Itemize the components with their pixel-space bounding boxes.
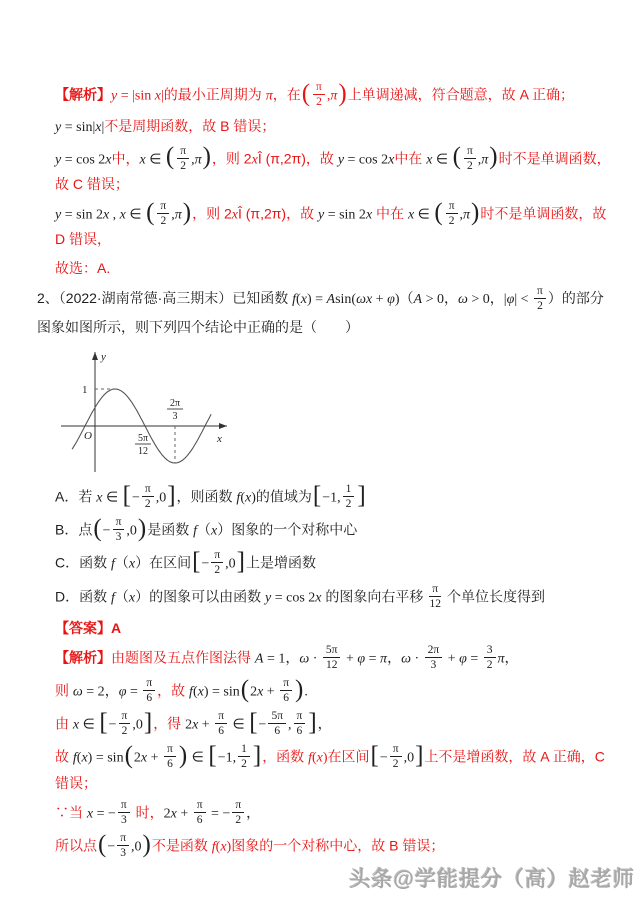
text-run: A [254, 651, 264, 667]
text-run: 则 [55, 682, 73, 699]
text-run: φ [459, 651, 467, 667]
y-axis-label: y [101, 351, 106, 364]
text-run: x [231, 207, 238, 223]
text-run: ,0 [155, 490, 167, 506]
text-run: ，则 2 [192, 205, 232, 222]
fraction: $\frac{\pi}{2}$ [211, 549, 223, 576]
text-run: − [108, 717, 117, 733]
text-run: sin( [335, 291, 357, 307]
bracket: ) [471, 198, 480, 226]
text-run: · [410, 651, 423, 667]
x-axis-arrow [219, 423, 227, 429]
text-run: x [119, 207, 126, 223]
question-2-stem [37, 285, 617, 340]
text-run: ∈ [79, 717, 99, 733]
text-run: 时， [131, 804, 164, 821]
text-run: = cos 2 [271, 589, 316, 605]
text-run: φ [506, 291, 515, 307]
text-run: π [265, 88, 273, 104]
text-run: x [81, 750, 88, 766]
text-run: = − [207, 806, 231, 822]
text-run: , [191, 151, 195, 167]
text-run: − [258, 717, 267, 733]
text-run: x [197, 684, 204, 700]
text-run: ( [215, 839, 221, 855]
text-run: x [244, 490, 252, 506]
text-run: x [154, 88, 161, 104]
fraction: $\frac{5\pi}{6}$ [268, 710, 286, 737]
text-run: − [201, 556, 210, 572]
text-run: ω [299, 651, 310, 667]
text-run: Î (π,2π)，故 [257, 149, 338, 166]
bracket: ) [338, 79, 347, 107]
text-run: f [236, 490, 241, 506]
text-run: ， [285, 649, 300, 666]
text-run: f [72, 750, 77, 766]
text-run: f [308, 750, 312, 766]
bracket: ( [93, 514, 102, 542]
text-run: 是函数 [147, 521, 194, 538]
text-run: （ [114, 554, 129, 571]
text-run: , [171, 207, 175, 223]
text-run: B．点 [55, 521, 93, 538]
fraction: $\frac{\pi}{2}$ [446, 200, 458, 227]
text-run: 的图象向右平移 [321, 587, 428, 604]
text-run: x [300, 291, 307, 307]
text-run: = cos 2 [61, 151, 106, 167]
text-run: ， [317, 715, 332, 732]
bracket: ( [124, 741, 133, 769]
text-run: , [459, 207, 463, 223]
bracket: ] [167, 481, 176, 509]
text-run: π [497, 651, 505, 667]
text-run: = [365, 651, 381, 667]
bracket: ) [178, 741, 188, 769]
fraction: $\frac{\pi}{2}$ [464, 145, 476, 172]
analysis-q2-line-2 [55, 675, 617, 705]
analysis-q1-line-c [55, 143, 617, 196]
text-run: . [304, 684, 308, 700]
text-run: − [107, 839, 116, 855]
fraction: $\frac{\pi}{6}$ [294, 710, 306, 737]
bracket: [ [208, 741, 217, 769]
text-run: ( [296, 291, 301, 307]
text-run: A [413, 291, 423, 307]
bracket: [ [249, 708, 258, 736]
text-run: x [365, 207, 373, 223]
text-run: C．函数 [55, 554, 111, 571]
analysis-q1-line-b [55, 115, 617, 139]
text-run: 的最小正周期为 [163, 86, 266, 103]
text-run: x [95, 120, 102, 136]
bracket: ) [137, 514, 147, 542]
text-run: , [326, 88, 331, 104]
analysis-q2-line-1 [55, 645, 617, 672]
text-run: φ [357, 651, 366, 667]
text-run: π [380, 651, 388, 667]
text-run: π [194, 151, 202, 167]
text-run: , [288, 717, 292, 733]
text-run: + [342, 651, 358, 667]
text-run: f [111, 589, 115, 605]
fraction: $\frac{\pi}{2}$ [390, 743, 402, 770]
text-run: −1, [217, 750, 237, 766]
text-run: ( [76, 750, 82, 766]
text-run: x [128, 556, 136, 572]
text-run: = [466, 651, 482, 667]
y-axis-arrow [92, 352, 98, 360]
text-run: x [426, 151, 433, 167]
text-run: ( [311, 750, 317, 766]
fraction: $\frac{\pi}{2}$ [142, 483, 154, 510]
text-run: ,0 [132, 717, 143, 733]
text-run: x [102, 207, 110, 223]
fraction: $\frac{\pi}{3}$ [118, 799, 130, 826]
text-run: f [111, 556, 115, 572]
option-d [55, 584, 617, 611]
text-run: 2、（2022·湖南常德·高三期末）已知函数 [37, 289, 293, 306]
text-run: x [251, 151, 258, 167]
fraction: $\frac{\pi}{2}$ [157, 200, 169, 227]
text-run: ) = sin [87, 750, 124, 766]
analysis-q2-line-5 [55, 800, 617, 827]
text-run: = [126, 684, 142, 700]
text-run: ) [322, 750, 328, 766]
bracket: ( [146, 198, 155, 226]
text-run: ，在 [272, 86, 301, 103]
fraction: $\frac{3}{2}$ [484, 644, 496, 671]
text-run: x [316, 750, 323, 766]
text-run: ( [192, 684, 198, 700]
fraction: $\frac{\pi}{3}$ [117, 832, 129, 859]
text-run: = sin| [61, 120, 96, 136]
watermark-text: 头条@学能提分（高）赵老师 [349, 868, 635, 891]
text-run: 图象的一个对称中心，故 B 错误； [231, 837, 445, 854]
text-run: 由 [55, 715, 73, 732]
text-run: A [326, 291, 336, 307]
text-run: y [55, 120, 62, 136]
text-run: 中， [111, 149, 140, 166]
text-run: ω [72, 684, 83, 700]
text-run: ,0 [403, 750, 415, 766]
text-run: 上单调递减，符合题意，故 A 正确； [347, 86, 575, 103]
bracket: ( [165, 143, 175, 171]
text-run: − [131, 490, 140, 506]
text-run: （ [399, 289, 414, 306]
fraction: $\frac{\pi}{2}$ [534, 285, 546, 312]
text-run: x [407, 207, 415, 223]
bracket: ] [415, 741, 424, 769]
text-run: φ [387, 291, 395, 307]
fraction: $\frac{\pi}{2}$ [119, 710, 131, 737]
text-run: | [503, 291, 507, 307]
text-run: = |sin [117, 88, 155, 104]
bracket: ( [452, 143, 461, 171]
fraction: $\frac{1}{2}$ [238, 743, 250, 770]
fraction: $\frac{\pi}{2}$ [313, 81, 325, 108]
bracket: ] [308, 708, 317, 736]
bracket: ] [143, 708, 153, 736]
text-run: 2 [163, 806, 171, 822]
text-run: ,0 [131, 839, 142, 855]
bracket: ( [240, 675, 250, 703]
text-run: ∈ [414, 207, 434, 223]
fraction: $\frac{\pi}{12}$ [429, 582, 441, 610]
bracket: [ [192, 547, 201, 575]
text-run: 中在 [372, 205, 408, 222]
analysis-q2-line-6 [55, 830, 617, 860]
text-run: ∈ [102, 490, 122, 506]
text-run: y [55, 207, 62, 223]
text-run: ）的部分图象如图所示，则下列四个结论中正确的是（ ） [37, 289, 604, 335]
text-run: 2 [250, 684, 258, 700]
text-run: 中在 [394, 149, 427, 166]
analysis-q2-line-3 [55, 708, 617, 738]
text-run: 2 [185, 717, 193, 733]
text-run: | [101, 120, 105, 136]
bracket: ] [236, 547, 245, 575]
x-axis-label: x [217, 433, 222, 446]
text-run: ∈ [145, 151, 165, 167]
text-run: x [315, 589, 322, 605]
text-run: ) = sin [203, 684, 240, 700]
text-run: π [481, 151, 489, 167]
option-a [55, 481, 617, 511]
text-run: ∈ [432, 151, 452, 167]
text-run: − [379, 750, 388, 766]
fraction: $\frac{1}{2}$ [343, 483, 355, 510]
text-run: f [193, 523, 197, 539]
function-graph-figure [55, 346, 617, 478]
text-run: = sin 2 [61, 207, 103, 223]
fraction: $\frac{\pi}{6}$ [215, 710, 227, 737]
text-run: x [140, 750, 148, 766]
text-run: π [174, 207, 182, 223]
text-run: ，故 [157, 682, 190, 699]
text-run: = 2 [82, 684, 105, 700]
text-run: 时不是单调函数，故 D 错误， [55, 205, 607, 248]
fraction: $\frac{\pi}{2}$ [232, 799, 244, 826]
analysis-q1-line-a [55, 79, 617, 109]
text-run: ，得 [153, 715, 186, 732]
text-run: x [86, 806, 94, 822]
answer-q2 [55, 617, 617, 639]
text-run: 所以点 [55, 837, 97, 854]
text-run: A [111, 619, 122, 636]
zero-crossing-label-den: 12 [138, 446, 148, 458]
text-run: ， [387, 649, 402, 666]
minimum-label-den: 3 [172, 411, 178, 423]
bracket: ( [301, 79, 311, 107]
document-content [37, 76, 617, 866]
text-run: x [388, 151, 395, 167]
text-run: = cos 2 [344, 151, 389, 167]
text-run: π [463, 207, 471, 223]
analysis-q1-line-d [55, 198, 617, 251]
text-run: φ [118, 684, 127, 700]
text-run: 2 [133, 750, 141, 766]
text-run: + [176, 806, 192, 822]
option-b [55, 514, 617, 544]
bracket: ) [142, 830, 151, 858]
text-run: 时不是单调函数，故 C 错误； [55, 149, 611, 192]
text-run: 【答案】 [55, 619, 111, 636]
fraction: $\frac{\pi}{2}$ [177, 145, 189, 172]
bracket: [ [99, 708, 108, 736]
text-run: ) [394, 291, 400, 307]
text-run: y [265, 589, 272, 605]
text-run: + [198, 717, 214, 733]
analysis-q2-line-4 [55, 741, 617, 794]
text-run: ）的图象可以由函数 [135, 587, 265, 604]
text-run: 不是周期函数，故 B 错误； [104, 118, 276, 135]
bracket: ( [434, 198, 443, 226]
text-run: 上不是增函数，故 A 正确，C 错误； [55, 748, 605, 791]
text-run: | [160, 88, 164, 104]
text-run: | < [514, 291, 533, 307]
text-run: ， [246, 804, 261, 821]
minimum-label-num: 2π [169, 398, 181, 410]
fraction: $\frac{2\pi}{3}$ [425, 644, 443, 671]
text-run: （ [197, 521, 211, 538]
text-run: · [309, 651, 321, 667]
bracket: ) [489, 143, 498, 171]
bracket: [ [312, 481, 322, 509]
text-run: − [102, 523, 111, 539]
text-run: 的值域为 [255, 488, 312, 505]
fraction: $\frac{\pi}{6}$ [143, 677, 155, 704]
text-run: （ [114, 587, 129, 604]
text-run: 由题图及五点作图法得 [111, 649, 255, 666]
text-run: 不是函数 [151, 837, 212, 854]
text-run: π [330, 88, 338, 104]
text-run: f [292, 291, 297, 307]
text-run: , [477, 151, 482, 167]
text-run: ∈ [229, 717, 249, 733]
text-run: D．函数 [55, 587, 111, 604]
bracket: ] [357, 481, 366, 509]
text-run: ， [443, 289, 458, 306]
sine-graph [55, 346, 255, 478]
text-run: y [55, 151, 62, 167]
text-run: x [139, 151, 146, 167]
text-run: ，则 2 [211, 149, 252, 166]
bracket: ] [252, 741, 262, 769]
bracket: ( [98, 830, 107, 858]
text-run: A．若 [55, 488, 97, 505]
text-run: x [96, 490, 103, 506]
text-run: 故选：A. [55, 259, 111, 276]
text-run: x [211, 523, 218, 539]
fraction: $\frac{5\pi}{12}$ [323, 644, 341, 671]
text-run: 在区间 [327, 748, 370, 765]
text-run: ，函数 [262, 748, 309, 765]
text-run: ) = [306, 291, 327, 307]
text-run: = − [93, 806, 116, 822]
text-run: x [220, 839, 227, 855]
text-run: ∵当 [55, 804, 87, 821]
bracket: ) [295, 675, 304, 703]
text-run: ，则函数 [176, 488, 237, 505]
text-run: y [317, 207, 325, 223]
fraction: $\frac{\pi}{6}$ [194, 799, 206, 826]
bracket: ) [202, 143, 211, 171]
text-run: ， [504, 649, 519, 666]
text-run: y [337, 151, 345, 167]
origin-label: O [84, 430, 92, 443]
text-run: ,0 [225, 556, 236, 572]
text-run: + [263, 684, 279, 700]
text-run: x [257, 684, 264, 700]
text-run: 上是增函数 [245, 554, 316, 571]
bracket: ) [182, 198, 192, 226]
text-run: −1, [322, 490, 341, 506]
text-run: Î (π,2π)，故 [237, 205, 318, 222]
text-run: > 0 [467, 291, 490, 307]
text-run: ,0 [126, 523, 137, 539]
text-run: 【解析】 [55, 86, 111, 103]
option-c [55, 547, 617, 577]
text-run: 【解析】 [55, 649, 111, 666]
text-run: 个单位长度得到 [443, 587, 545, 604]
text-run: ）在区间 [135, 554, 192, 571]
text-run: f [211, 839, 216, 855]
text-run: ( [240, 490, 245, 506]
answer-choice-q1 [55, 257, 617, 279]
text-run: f [189, 684, 193, 700]
text-run: ）图象的一个对称中心 [217, 521, 358, 538]
zero-crossing-label-num: 5π [137, 433, 149, 445]
bracket: [ [370, 741, 379, 769]
text-run: x [105, 151, 112, 167]
text-run: ω [457, 291, 468, 307]
text-run: + [147, 750, 163, 766]
text-run: x [128, 589, 136, 605]
text-run: , [109, 207, 120, 223]
text-run: ) [251, 490, 256, 506]
text-run: ω [401, 651, 411, 667]
ymax-label: 1 [82, 384, 88, 397]
text-run: = 1 [263, 651, 286, 667]
fraction: $\frac{\pi}{6}$ [280, 677, 292, 704]
text-run: + [372, 291, 388, 307]
text-run: ωx [356, 291, 373, 307]
fraction: $\frac{\pi}{6}$ [164, 743, 176, 770]
bracket: [ [122, 481, 131, 509]
fraction: $\frac{\pi}{3}$ [113, 516, 125, 543]
text-run: 故 [55, 748, 73, 765]
text-run: ， [104, 682, 119, 699]
text-run: ∈ [188, 750, 208, 766]
text-run: y [111, 88, 118, 104]
text-run: ∈ [125, 207, 146, 223]
text-run: ， [489, 289, 504, 306]
text-run: + [444, 651, 460, 667]
text-run: ) [226, 839, 232, 855]
text-run: > 0 [422, 291, 444, 307]
text-run: = sin 2 [324, 207, 366, 223]
text-run: x [170, 806, 177, 822]
text-run: x [192, 717, 199, 733]
text-run: x [72, 717, 80, 733]
